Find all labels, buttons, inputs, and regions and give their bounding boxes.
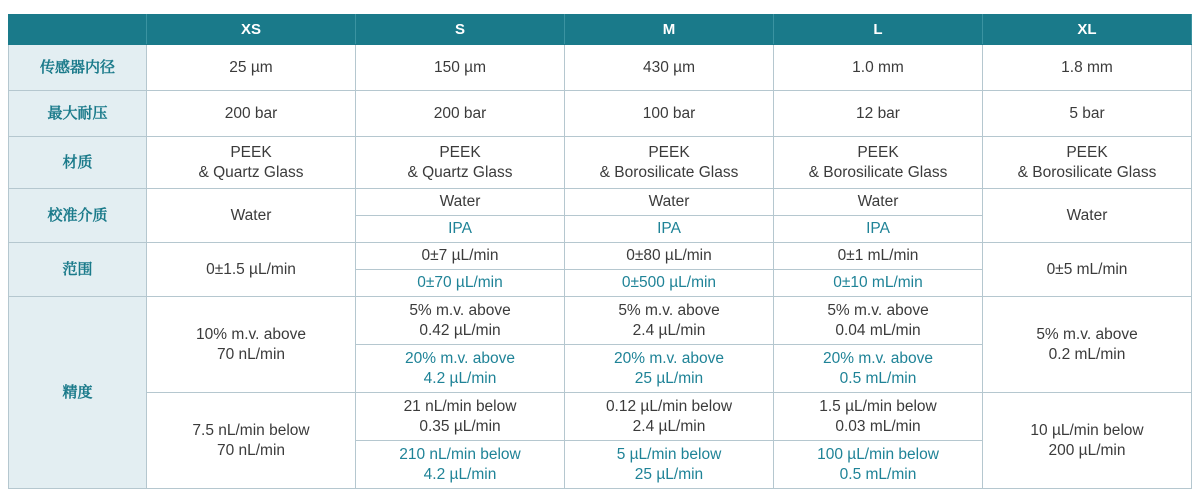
row-label-material: 材质	[9, 137, 147, 189]
cell-accuracy-s-above-water: 5% m.v. above 0.42 µL/min	[356, 297, 565, 345]
cell-accuracy-xs-above: 10% m.v. above 70 nL/min	[147, 297, 356, 393]
cell-accuracy-l-below-water: 1.5 µL/min below 0.03 mL/min	[774, 393, 983, 441]
table-body	[9, 45, 1192, 489]
cell-material-xs: PEEK & Quartz Glass	[147, 137, 356, 189]
cell-range-l-water: 0±1 mL/min	[774, 243, 983, 270]
cell-range-m-ipa: 0±500 µL/min	[565, 270, 774, 297]
header-l: L	[774, 15, 983, 45]
header-row	[9, 15, 1192, 45]
table-header	[9, 15, 1192, 45]
cell-material-xl: PEEK & Borosilicate Glass	[983, 137, 1192, 189]
cell-inner-diameter-m: 430 µm	[565, 45, 774, 91]
cell-accuracy-m-below-water: 0.12 µL/min below 2.4 µL/min	[565, 393, 774, 441]
cell-accuracy-l-above-water: 5% m.v. above 0.04 mL/min	[774, 297, 983, 345]
cell-material-s: PEEK & Quartz Glass	[356, 137, 565, 189]
cell-accuracy-xl-above: 5% m.v. above 0.2 mL/min	[983, 297, 1192, 393]
table-row-range-a	[9, 243, 1192, 270]
cell-accuracy-m-below-ipa: 5 µL/min below 25 µL/min	[565, 441, 774, 489]
table-row-accuracy-1	[9, 297, 1192, 345]
header-s: S	[356, 15, 565, 45]
cell-max-pressure-xl: 5 bar	[983, 91, 1192, 137]
cell-range-xs: 0±1.5 µL/min	[147, 243, 356, 297]
row-label-range: 范围	[9, 243, 147, 297]
cell-calibration-m-ipa: IPA	[565, 216, 774, 243]
header-corner	[9, 15, 147, 45]
table-row-calibration-a	[9, 189, 1192, 216]
header-m: M	[565, 15, 774, 45]
cell-accuracy-s-below-ipa: 210 nL/min below 4.2 µL/min	[356, 441, 565, 489]
header-xs: XS	[147, 15, 356, 45]
cell-inner-diameter-xs: 25 µm	[147, 45, 356, 91]
cell-inner-diameter-xl: 1.8 mm	[983, 45, 1192, 91]
cell-max-pressure-s: 200 bar	[356, 91, 565, 137]
cell-calibration-s-ipa: IPA	[356, 216, 565, 243]
cell-calibration-l-ipa: IPA	[774, 216, 983, 243]
cell-range-s-ipa: 0±70 µL/min	[356, 270, 565, 297]
cell-accuracy-l-above-ipa: 20% m.v. above 0.5 mL/min	[774, 345, 983, 393]
cell-calibration-m-water: Water	[565, 189, 774, 216]
table-row-inner-diameter	[9, 45, 1192, 91]
cell-accuracy-m-above-ipa: 20% m.v. above 25 µL/min	[565, 345, 774, 393]
row-label-calibration: 校准介质	[9, 189, 147, 243]
cell-inner-diameter-l: 1.0 mm	[774, 45, 983, 91]
cell-accuracy-l-below-ipa: 100 µL/min below 0.5 mL/min	[774, 441, 983, 489]
cell-range-l-ipa: 0±10 mL/min	[774, 270, 983, 297]
row-label-inner-diameter: 传感器内径	[9, 45, 147, 91]
cell-range-m-water: 0±80 µL/min	[565, 243, 774, 270]
cell-calibration-xl: Water	[983, 189, 1192, 243]
cell-accuracy-m-above-water: 5% m.v. above 2.4 µL/min	[565, 297, 774, 345]
cell-inner-diameter-s: 150 µm	[356, 45, 565, 91]
cell-range-xl: 0±5 mL/min	[983, 243, 1192, 297]
table-row-material	[9, 137, 1192, 189]
cell-accuracy-s-below-water: 21 nL/min below 0.35 µL/min	[356, 393, 565, 441]
row-label-accuracy: 精度	[9, 297, 147, 489]
cell-accuracy-xl-below: 10 µL/min below 200 µL/min	[983, 393, 1192, 489]
row-label-max-pressure: 最大耐压	[9, 91, 147, 137]
cell-calibration-xs: Water	[147, 189, 356, 243]
cell-max-pressure-xs: 200 bar	[147, 91, 356, 137]
spec-table	[8, 14, 1192, 489]
cell-material-m: PEEK & Borosilicate Glass	[565, 137, 774, 189]
cell-max-pressure-l: 12 bar	[774, 91, 983, 137]
table-row-max-pressure	[9, 91, 1192, 137]
table-row-accuracy-3	[9, 393, 1192, 441]
cell-max-pressure-m: 100 bar	[565, 91, 774, 137]
cell-accuracy-xs-below: 7.5 nL/min below 70 nL/min	[147, 393, 356, 489]
cell-range-s-water: 0±7 µL/min	[356, 243, 565, 270]
cell-calibration-s-water: Water	[356, 189, 565, 216]
cell-accuracy-s-above-ipa: 20% m.v. above 4.2 µL/min	[356, 345, 565, 393]
header-xl: XL	[983, 15, 1192, 45]
cell-material-l: PEEK & Borosilicate Glass	[774, 137, 983, 189]
cell-calibration-l-water: Water	[774, 189, 983, 216]
